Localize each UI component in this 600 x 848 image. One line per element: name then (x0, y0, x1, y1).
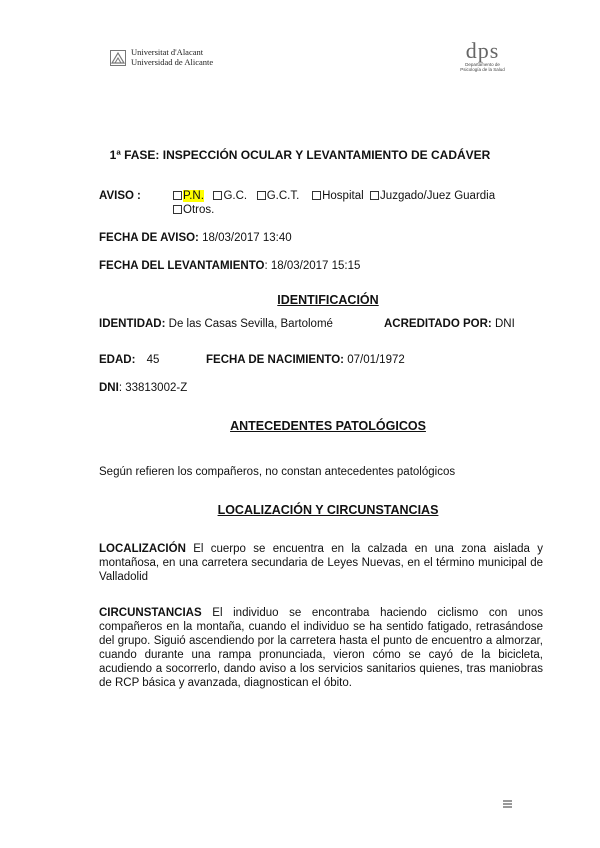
localizacion-text: El cuerpo se encuentra en la calzada en una zona aislada y montañosa, en una carretera secundaria de Leyes Nuevas, en el término municipal de Valladolid (99, 543, 543, 583)
aviso-option-gc[interactable]: G.C. (213, 190, 247, 202)
edad-label: EDAD: (99, 354, 136, 366)
fecha-aviso-label: FECHA DE AVISO: (99, 232, 199, 244)
checkbox-icon (173, 205, 182, 214)
identidad-label: IDENTIDAD: (99, 318, 166, 330)
identidad-row (99, 317, 333, 331)
checkbox-icon (173, 191, 182, 200)
localizacion-heading: LOCALIZACIÓN Y CIRCUNSTANCIAS (217, 503, 439, 517)
document-title: 1ª FASE: INSPECCIÓN OCULAR Y LEVANTAMIENTO DE CADÁVER (109, 148, 491, 162)
localizacion-label: LOCALIZACIÓN (99, 543, 186, 555)
nacimiento-row (206, 353, 405, 367)
identidad-value: De las Casas Sevilla, Bartolomé (168, 318, 333, 330)
fecha-levantamiento-label: FECHA DEL LEVANTAMIENTO (99, 260, 265, 272)
aviso-label: AVISO : (99, 190, 141, 202)
dps-mark: dps (465, 38, 500, 63)
university-name-valencian: Universitat d'Alacant (131, 47, 204, 57)
aviso-options-line2 (173, 203, 214, 217)
dni-label: DNI (99, 382, 119, 394)
checkbox-icon (257, 191, 266, 200)
edad-row (99, 353, 159, 367)
antecedentes-heading: ANTECEDENTES PATOLÓGICOS (230, 419, 426, 433)
aviso-options-line1 (173, 189, 495, 203)
acreditado-value: DNI (494, 318, 515, 330)
localizacion-paragraph (99, 542, 543, 584)
dps-logo (455, 40, 510, 72)
acreditado-label: ACREDITADO POR: (384, 318, 492, 330)
dps-subtitle-2: Psicología de la Salud (460, 67, 505, 72)
nacimiento-value: 07/01/1972 (347, 354, 405, 366)
university-logo (110, 48, 213, 67)
fecha-aviso-value: 18/03/2017 13:40 (202, 232, 292, 244)
aviso-option-hospital[interactable]: Hospital (312, 190, 364, 202)
circunstancias-label: CIRCUNSTANCIAS (99, 607, 202, 619)
fecha-levantamiento-value: : 18/03/2017 15:15 (264, 260, 361, 272)
aviso-option-gct[interactable]: G.C.T. (257, 190, 300, 202)
fecha-aviso-row (99, 231, 292, 245)
circunstancias-text: El individuo se encontraba haciendo ciclismo con unos compañeros en la montaña, cuando el individuo se ha sentido fatigado, retrasándose del grupo. Siguió ascendiendo por la carretera hasta el punto de encuentro a almorzar, cuando durante una rampa pronunciada, vieron cómo se cayó de la bicicleta, acudiendo a socorrerlo, dando aviso a los servicios sanitarios quienes, tras maniobras de RCP básica y avanzada, diagnostican el óbito. (99, 607, 543, 689)
dni-row (99, 381, 187, 395)
university-name-spanish: Universidad de Alicante (131, 56, 214, 67)
checkbox-icon (312, 191, 321, 200)
acreditado-row (384, 317, 515, 331)
antecedentes-text: Según refieren los compañeros, no constan antecedentes patológicos (99, 466, 456, 478)
nacimiento-label: FECHA DE NACIMIENTO: (206, 354, 344, 366)
edad-value: 45 (146, 354, 160, 366)
university-emblem-icon (110, 50, 126, 66)
aviso-option-otros[interactable]: Otros. (173, 204, 214, 216)
dni-value: : 33813002-Z (118, 382, 188, 394)
dps-subtitle-1: Departamento de (465, 62, 500, 67)
checkbox-icon (213, 191, 222, 200)
aviso-option-pn[interactable]: P.N. (173, 190, 204, 202)
fecha-levantamiento-row (99, 259, 360, 273)
checkbox-icon (370, 191, 379, 200)
aviso-option-juzgado[interactable]: Juzgado/Juez Guardia (370, 190, 495, 202)
page-number-icon (503, 800, 512, 811)
circunstancias-paragraph (99, 606, 543, 690)
identificacion-heading: IDENTIFICACIÓN (277, 293, 379, 307)
